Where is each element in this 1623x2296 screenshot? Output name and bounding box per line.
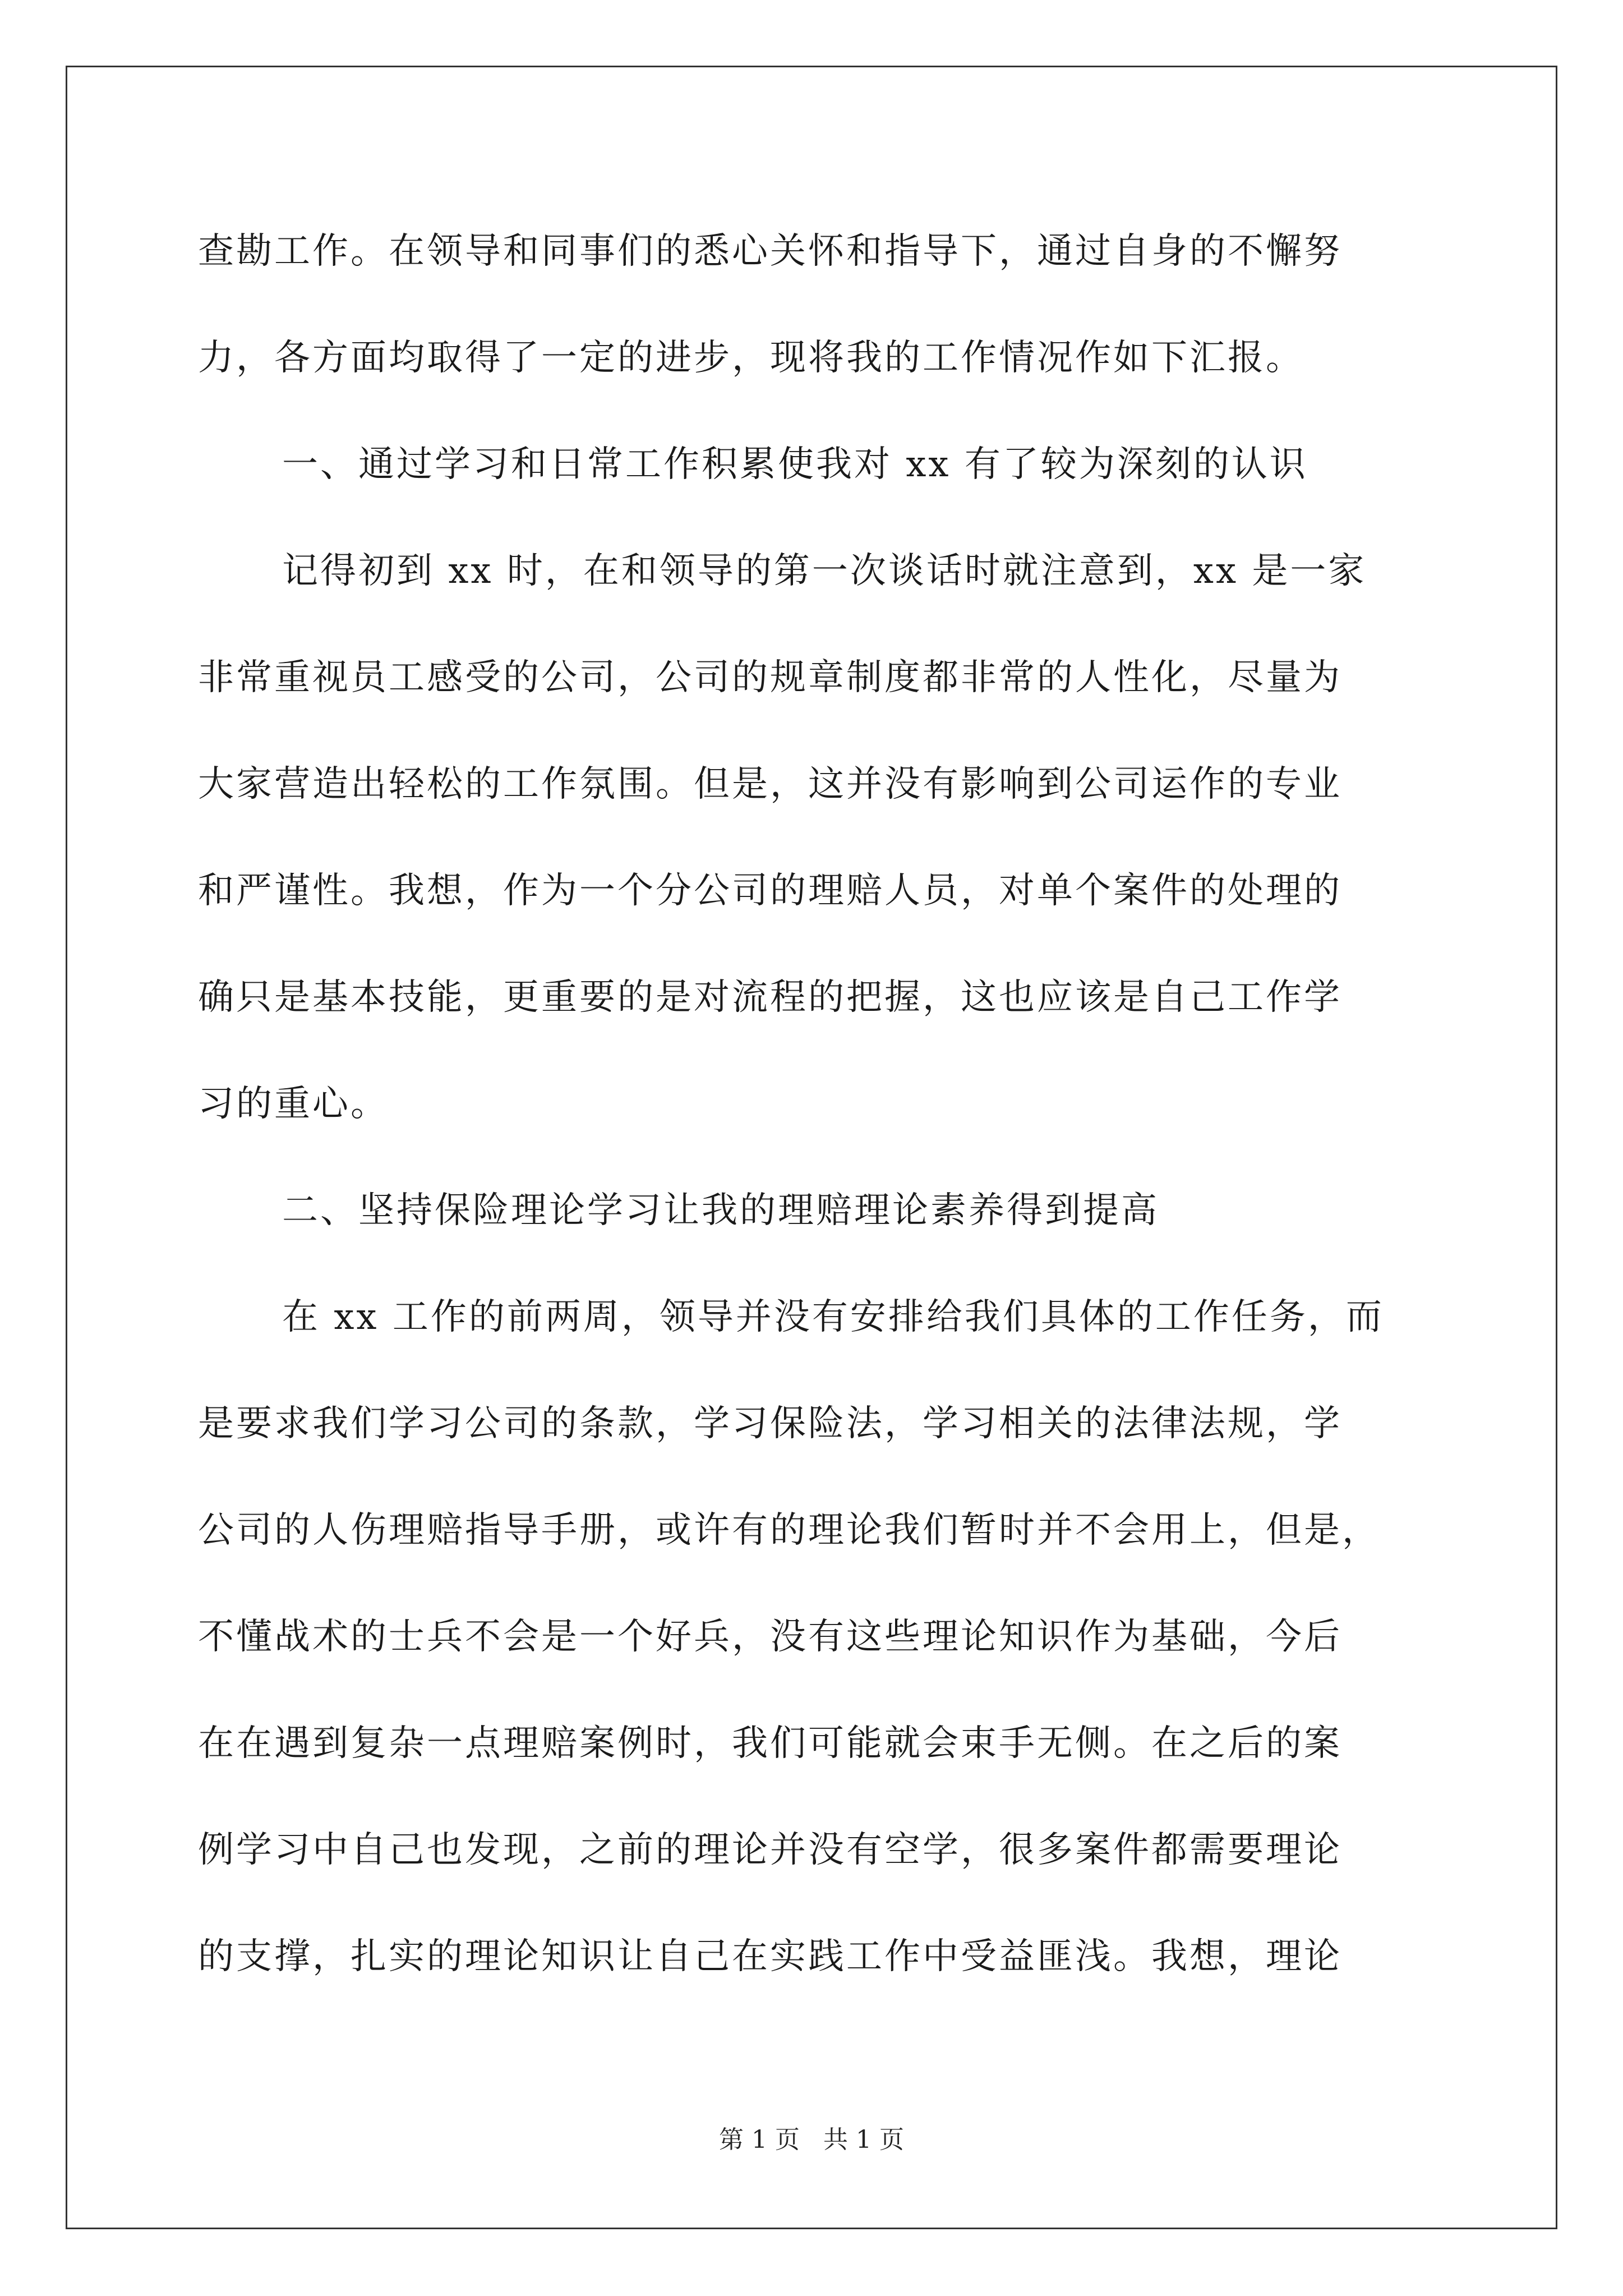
- text-line: 力，各方面均取得了一定的进步，现将我的工作情况作如下汇报。: [198, 337, 1304, 379]
- text-line: 大家营造出轻松的工作氛围。但是，这并没有影响到公司运作的专业: [198, 763, 1342, 805]
- text-line: 确只是基本技能，更重要的是对流程的把握，这也应该是自己工作学: [198, 977, 1342, 1018]
- text-line: 的支撑，扎实的理论知识让自己在实践工作中受益匪浅。我想，理论: [198, 1936, 1342, 1977]
- text-line: 公司的人伤理赔指导手册，或许有的理论我们暂时并不会用上，但是，: [198, 1510, 1380, 1551]
- text-line: 是要求我们学习公司的条款，学习保险法，学习相关的法律法规，学: [198, 1403, 1342, 1444]
- text-line: 非常重视员工感受的公司，公司的规章制度都非常的人性化，尽量为: [198, 657, 1342, 698]
- text-line: 和严谨性。我想，作为一个分公司的理赔人员，对单个案件的处理的: [198, 870, 1342, 912]
- text-line: 在在遇到复杂一点理赔案例时，我们可能就会束手无侧。在之后的案: [198, 1723, 1342, 1764]
- page-total: 共 1 页: [823, 2125, 904, 2154]
- page-footer: [0, 2123, 1623, 2157]
- text-line: 记得初到 xx 时，在和领导的第一次谈话时就注意到，xx 是一家: [282, 550, 1367, 592]
- text-line: 查勘工作。在领导和同事们的悉心关怀和指导下，通过自身的不懈努: [198, 231, 1342, 272]
- page-number: 第 1 页: [719, 2125, 800, 2154]
- section-heading: 二、坚持保险理论学习让我的理赔理论素养得到提高: [282, 1190, 1159, 1231]
- text-line: 在 xx 工作的前两周，领导并没有安排给我们具体的工作任务，而: [282, 1296, 1384, 1338]
- text-line: 不懂战术的士兵不会是一个好兵，没有这些理论知识作为基础，今后: [198, 1616, 1342, 1658]
- section-heading: 一、通过学习和日常工作积累使我对 xx 有了较为深刻的认识: [282, 444, 1308, 485]
- text-line: 习的重心。: [198, 1083, 389, 1125]
- text-line: 例学习中自己也发现，之前的理论并没有空学，很多案件都需要理论: [198, 1829, 1342, 1871]
